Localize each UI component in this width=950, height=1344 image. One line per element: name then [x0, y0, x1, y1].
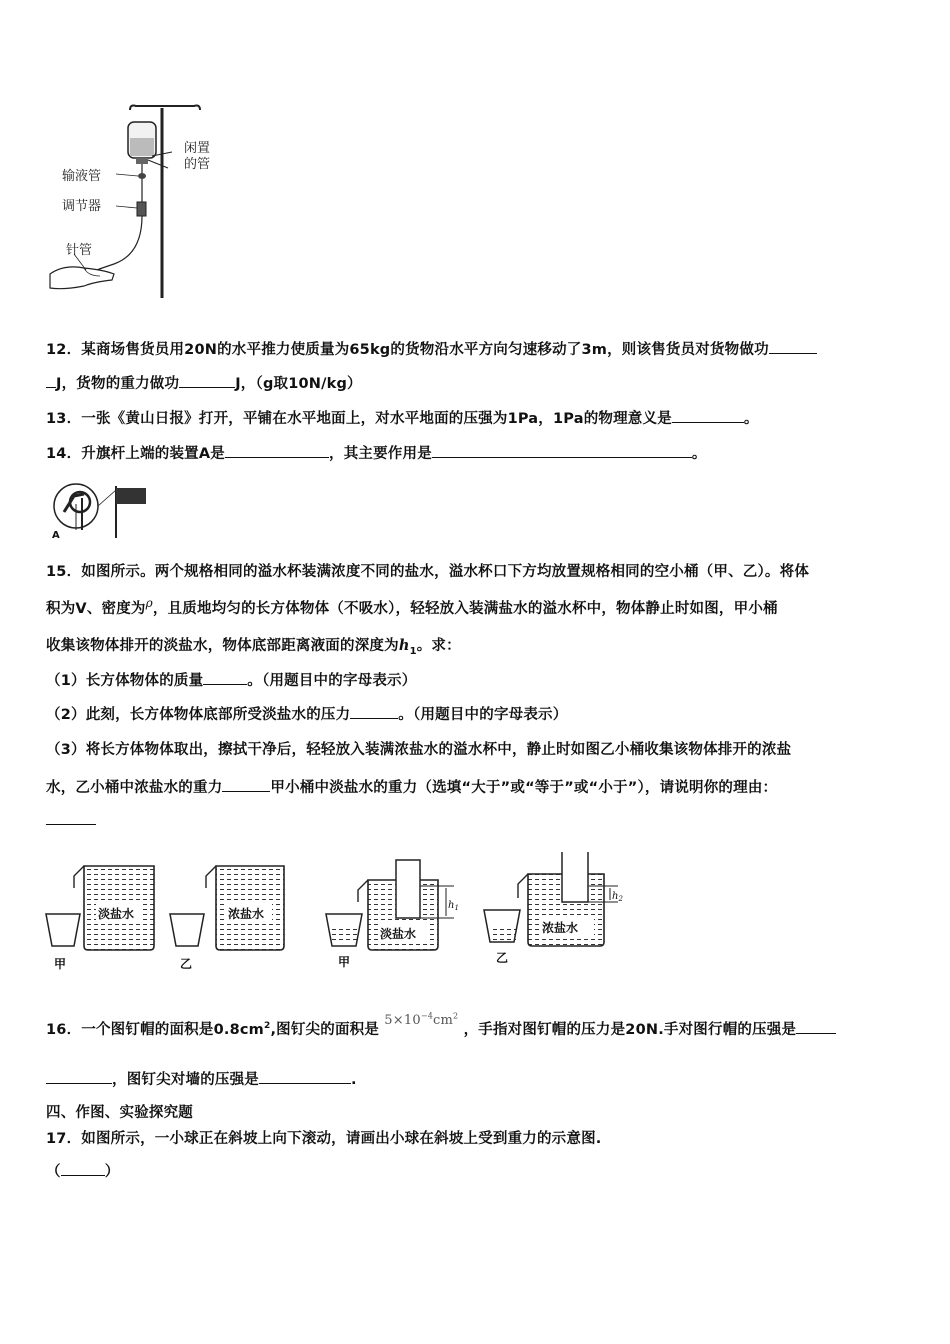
- q12-blank-2[interactable]: [179, 375, 235, 388]
- q14-line: [46, 442, 707, 463]
- q14-text-b: ，其主要作用是: [329, 446, 432, 462]
- q16-text-1c: ，手指对图钉帽的压力是20N.手对图行帽的压强是: [463, 1022, 797, 1038]
- q15-sub3-text-2b: 甲小桶中淡盐水的重力（选填“大于”或“等于”或“小于”），请说明你的理由：: [270, 780, 778, 796]
- q15-sub3-line2: [46, 776, 777, 797]
- flagpole-pulley-figure: [50, 482, 154, 540]
- cup-4-label: 浓盐水: [542, 921, 579, 935]
- overflow-cups-figure: [44, 852, 644, 972]
- q16-formula-unit-sup: 2: [453, 1011, 459, 1021]
- q12-blank-1-cont[interactable]: [46, 375, 56, 388]
- q16-formula-unit: cm: [433, 1013, 454, 1028]
- q13-text-b: 。: [743, 411, 759, 427]
- q15-sub3-text-2a: 水，乙小桶中浓盐水的重力: [46, 780, 223, 796]
- cup-2-concentrated: [170, 866, 284, 971]
- q15-text-3a: 收集该物体排开的淡盐水，物体底部距离液面的深度为: [46, 638, 399, 654]
- cup-4-concentrated-block: [484, 852, 623, 965]
- q15-line2: [46, 597, 778, 618]
- q16-text-1b: ,图钉尖的面积是: [270, 1022, 380, 1038]
- q15-sub3-line3: [46, 812, 96, 829]
- q15-sub1-text-b: 。（用题目中的字母表示）: [247, 673, 417, 689]
- q13-line: [46, 407, 759, 428]
- q12-line1: [46, 338, 817, 359]
- section-4-title: 四、作图、实验探究题: [46, 1105, 193, 1121]
- q15-sub2-text-a: （2）此刻，长方体物体底部所受淡盐水的压力: [46, 707, 351, 723]
- q12-text-1: 12．某商场售货员用20N的水平推力使质量为65kg的货物沿水平方向匀速移动了3m，则该售货员对货物做功: [46, 342, 769, 358]
- q15-text-2b: ，且质地均匀的长方体物体（不吸水），轻轻放入装满盐水的溢水杯中，物体静止时如图，甲小桶: [152, 601, 778, 617]
- q16-formula-base: 5×10: [384, 1013, 421, 1028]
- label-needle: 针管: [66, 243, 93, 258]
- flagpole-label-a: A: [52, 530, 60, 540]
- q14-blank-2[interactable]: [432, 445, 692, 458]
- cup-3-dilute-block: [326, 860, 459, 969]
- q15-sub3-blank-1[interactable]: [222, 779, 270, 792]
- q16-line2: [46, 1068, 357, 1089]
- label-regulator: 调节器: [62, 199, 102, 214]
- q16-text-2b: .: [351, 1072, 357, 1088]
- cup-3-label: 淡盐水: [380, 927, 417, 941]
- q14-blank-1[interactable]: [225, 445, 329, 458]
- bucket-1-label: 甲: [54, 957, 67, 971]
- h1-label: $h_1$: [448, 900, 459, 912]
- q15-sub1-text-a: （1）长方体物体的质量: [46, 673, 204, 689]
- q15-sub1-blank[interactable]: [203, 672, 247, 685]
- q17-answer: [46, 1160, 119, 1181]
- q17-answer-blank[interactable]: [61, 1163, 105, 1176]
- bucket-2-label: 乙: [180, 957, 193, 971]
- q15-text-1: 15．如图所示。两个规格相同的溢水杯装满浓度不同的盐水，溢水杯口下方均放置规格相同的空小桶（甲、乙）。将体: [46, 564, 810, 580]
- q16-formula: [384, 1013, 458, 1028]
- q14-text-c: 。: [691, 446, 707, 462]
- q16-text-1a: 16．一个图钉帽的面积是0.8cm: [46, 1022, 264, 1038]
- cup-2-label: 浓盐水: [228, 907, 265, 921]
- q15-h-symbol: h: [398, 637, 410, 654]
- q15-rho-symbol: ρ: [145, 596, 153, 610]
- q12-text-3: J，（g取10N/kg）: [235, 376, 362, 392]
- q17-answer-close: ）: [104, 1164, 120, 1180]
- q15-sub2: [46, 703, 567, 724]
- q15-sub2-blank[interactable]: [350, 706, 398, 719]
- q17-line: 17．如图所示，一小球正在斜坡上向下滚动，请画出小球在斜坡上受到重力的示意图.: [46, 1131, 602, 1147]
- q16-blank-1[interactable]: [796, 1021, 836, 1034]
- bucket-3-label: 甲: [338, 955, 351, 969]
- q16-formula-exp: −4: [420, 1011, 434, 1021]
- iv-drip-figure: [44, 104, 224, 300]
- cup-1-dilute: [46, 866, 154, 971]
- q13-blank[interactable]: [672, 410, 744, 423]
- bucket-4-label: 乙: [496, 951, 509, 965]
- q12-text-2: J，货物的重力做功: [56, 376, 180, 392]
- cup-1-label: 淡盐水: [98, 907, 135, 921]
- q15-sub3-text-1: （3）将长方体物体取出，擦拭干净后，轻轻放入装满浓盐水的溢水杯中，静止时如图乙小桶收集该物体排开的浓盐: [46, 742, 792, 758]
- label-idle-tube-2: 的管: [184, 157, 211, 172]
- q15-text-3b: 。求：: [416, 638, 461, 654]
- q15-line1: [46, 560, 809, 581]
- q14-text-a: 14．升旗杆上端的装置A是: [46, 446, 225, 462]
- q15-line3: [46, 634, 461, 657]
- q16-line1: [46, 1011, 836, 1039]
- label-idle-tube-1: 闲置: [184, 141, 211, 156]
- q12-blank-1[interactable]: [769, 341, 817, 354]
- q15-sub3-line1: [46, 738, 791, 759]
- q15-text-2a: 积为V、密度为: [46, 601, 146, 617]
- q15-sub2-text-b: 。（用题目中的字母表示）: [398, 707, 568, 723]
- q15-sub1: [46, 669, 416, 690]
- q15-h-subscript: 1: [409, 645, 417, 657]
- q16-text-2a: ，图钉尖对墙的压强是: [112, 1072, 259, 1088]
- h2-label: $h_2$: [612, 891, 623, 903]
- q12-line2: [46, 372, 362, 393]
- q15-sub3-blank-2[interactable]: [46, 812, 96, 825]
- q13-text-a: 13．一张《黄山日报》打开，平铺在水平地面上，对水平地面的压强为1Pa，1Pa的物理意义是: [46, 411, 672, 427]
- q17-answer-open: （: [46, 1164, 61, 1180]
- q16-blank-2[interactable]: [259, 1071, 351, 1084]
- q16-blank-1-cont[interactable]: [46, 1071, 112, 1084]
- label-infusion-tube: 输液管: [62, 169, 102, 184]
- q16-sup-1: 2: [263, 1021, 271, 1032]
